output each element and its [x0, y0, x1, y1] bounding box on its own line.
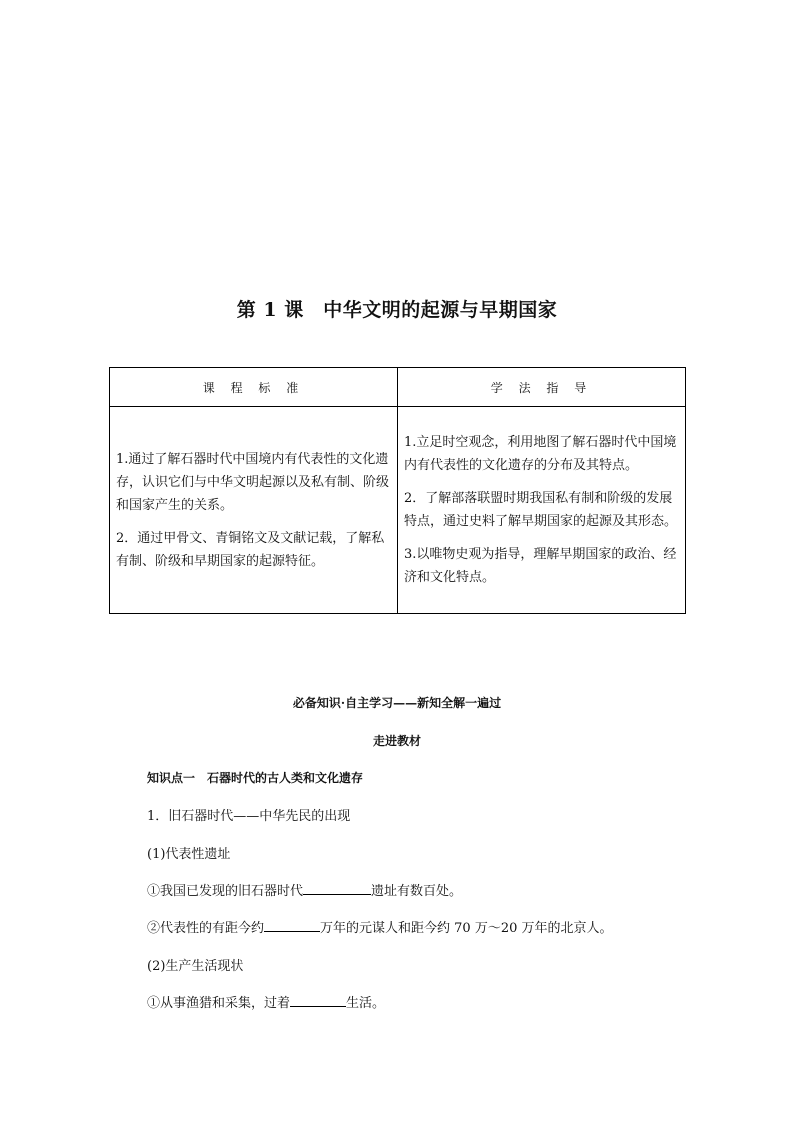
lesson-title: 第 1 课 中华文明的起源与早期国家	[236, 299, 558, 321]
table-body-row	[110, 407, 686, 614]
guide-item: 3.以唯物史观为指导，理解早期国家的政治、经济和文化特点。	[404, 547, 677, 585]
knowledge-point-title: 知识点一 石器时代的古人类和文化遗存	[147, 771, 364, 785]
fill-blank-line	[147, 880, 462, 899]
answer-blank[interactable]	[264, 919, 320, 932]
line-text: 生活。	[346, 996, 386, 1011]
header-curriculum-standard: 课 程 标 准	[110, 368, 398, 407]
answer-blank[interactable]	[303, 882, 371, 895]
line-text: ①我国已发现的旧石器时代	[147, 884, 304, 899]
study-guide-cell	[398, 407, 686, 614]
curriculum-standard-cell	[110, 407, 398, 614]
fill-blank-line	[147, 992, 385, 1011]
fill-blank-line	[147, 917, 613, 936]
sub-heading: (2)生产生活现状	[147, 959, 244, 974]
line-text: 万年的元谋人和距今约 70 万～20 万年的北京人。	[320, 921, 613, 936]
line-text: ②代表性的有距今约	[147, 921, 265, 936]
sub-heading: (1)代表性遗址	[147, 847, 231, 862]
section-subheading: 走进教材	[372, 734, 421, 748]
standard-item: 1.通过了解石器时代中国境内有代表性的文化遗存，认识它们与中华文明起源以及私有制、阶级和国家产生的关系。	[116, 451, 390, 513]
standard-item: 2．通过甲骨文、青铜铭文及文献记载，了解私有制、阶级和早期国家的起源特征。	[116, 530, 385, 569]
table-header-row	[110, 368, 686, 407]
header-study-guide: 学 法 指 导	[398, 368, 686, 407]
line-text: ①从事渔猎和采集，过着	[147, 996, 291, 1011]
answer-blank[interactable]	[290, 994, 346, 1007]
guide-item: 2．了解部落联盟时期我国私有制和阶级的发展特点，通过史料了解早期国家的起源及其形态。	[404, 491, 678, 529]
item-heading: 1．旧石器时代——中华先民的出现	[147, 809, 351, 824]
curriculum-table	[109, 367, 686, 614]
guide-item: 1.立足时空观念，利用地图了解石器时代中国境内有代表性的文化遗存的分布及其特点。	[404, 435, 677, 473]
section-heading: 必备知识·自主学习——新知全解一遍过	[292, 696, 502, 710]
line-text: 遗址有数百处。	[371, 884, 463, 899]
